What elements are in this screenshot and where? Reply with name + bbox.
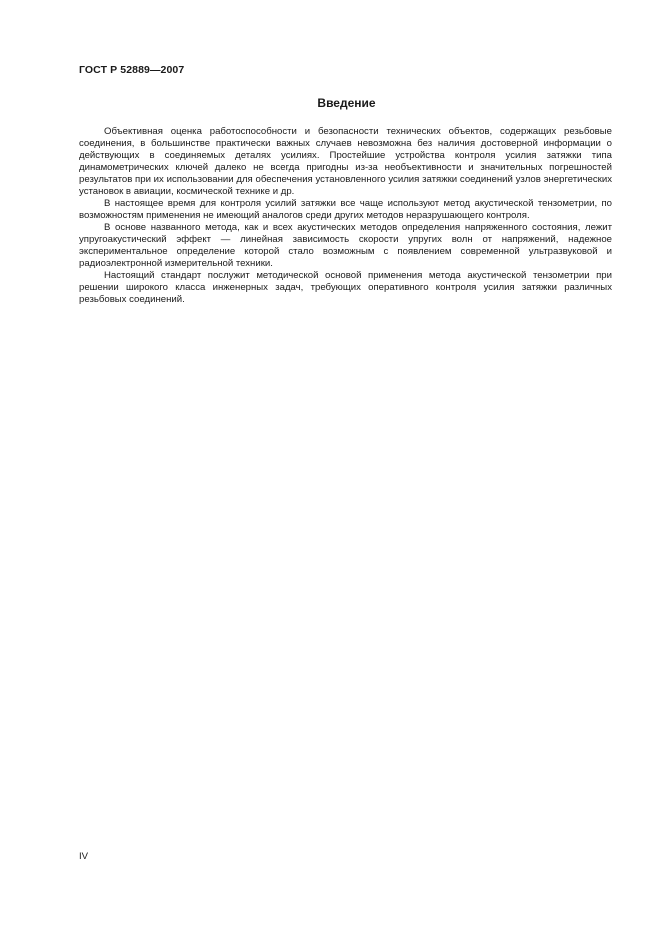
document-code-header: ГОСТ Р 52889—2007 bbox=[79, 64, 185, 76]
paragraph: Настоящий стандарт послужит методической основой применения метода акустической тензометрии при решении широкого класса инженерных задач, требующих оперативного контроля усилия затяжки различных резьбовых соединений. bbox=[79, 270, 612, 305]
page-number: IV bbox=[79, 851, 89, 862]
introduction-body bbox=[79, 126, 612, 306]
paragraph: Объективная оценка работоспособности и безопасности технических объектов, содержащих резьбовые соединения, в большинстве практически важных случаев невозможна без наличия достоверной информации о действующих в соединяемых деталях усилиях. Простейшие устройства контроля усилия затяжки типа динамометрических ключей далеко не всегда пригодны из-за необъективности и значительных погрешностей результатов при их использовании для обеспечения установленного усилия затяжки соединений узлов энергетических установок в авиации, космической технике и др. bbox=[79, 126, 612, 197]
paragraph: В настоящее время для контроля усилий затяжки все чаще используют метод акустической тензометрии, по возможностям применения не имеющий аналогов среди других методов неразрушающего контроля. bbox=[79, 198, 612, 221]
section-title: Введение bbox=[317, 96, 376, 110]
paragraph: В основе названного метода, как и всех акустических методов определения напряженного состояния, лежит упругоакустический эффект — линейная зависимость скорости упругих волн от напряжений, надежное экспериментальное определение которой стало возможным с появлением современной ультразвуковой и радиоэлектронной измерительной техники. bbox=[79, 222, 612, 269]
